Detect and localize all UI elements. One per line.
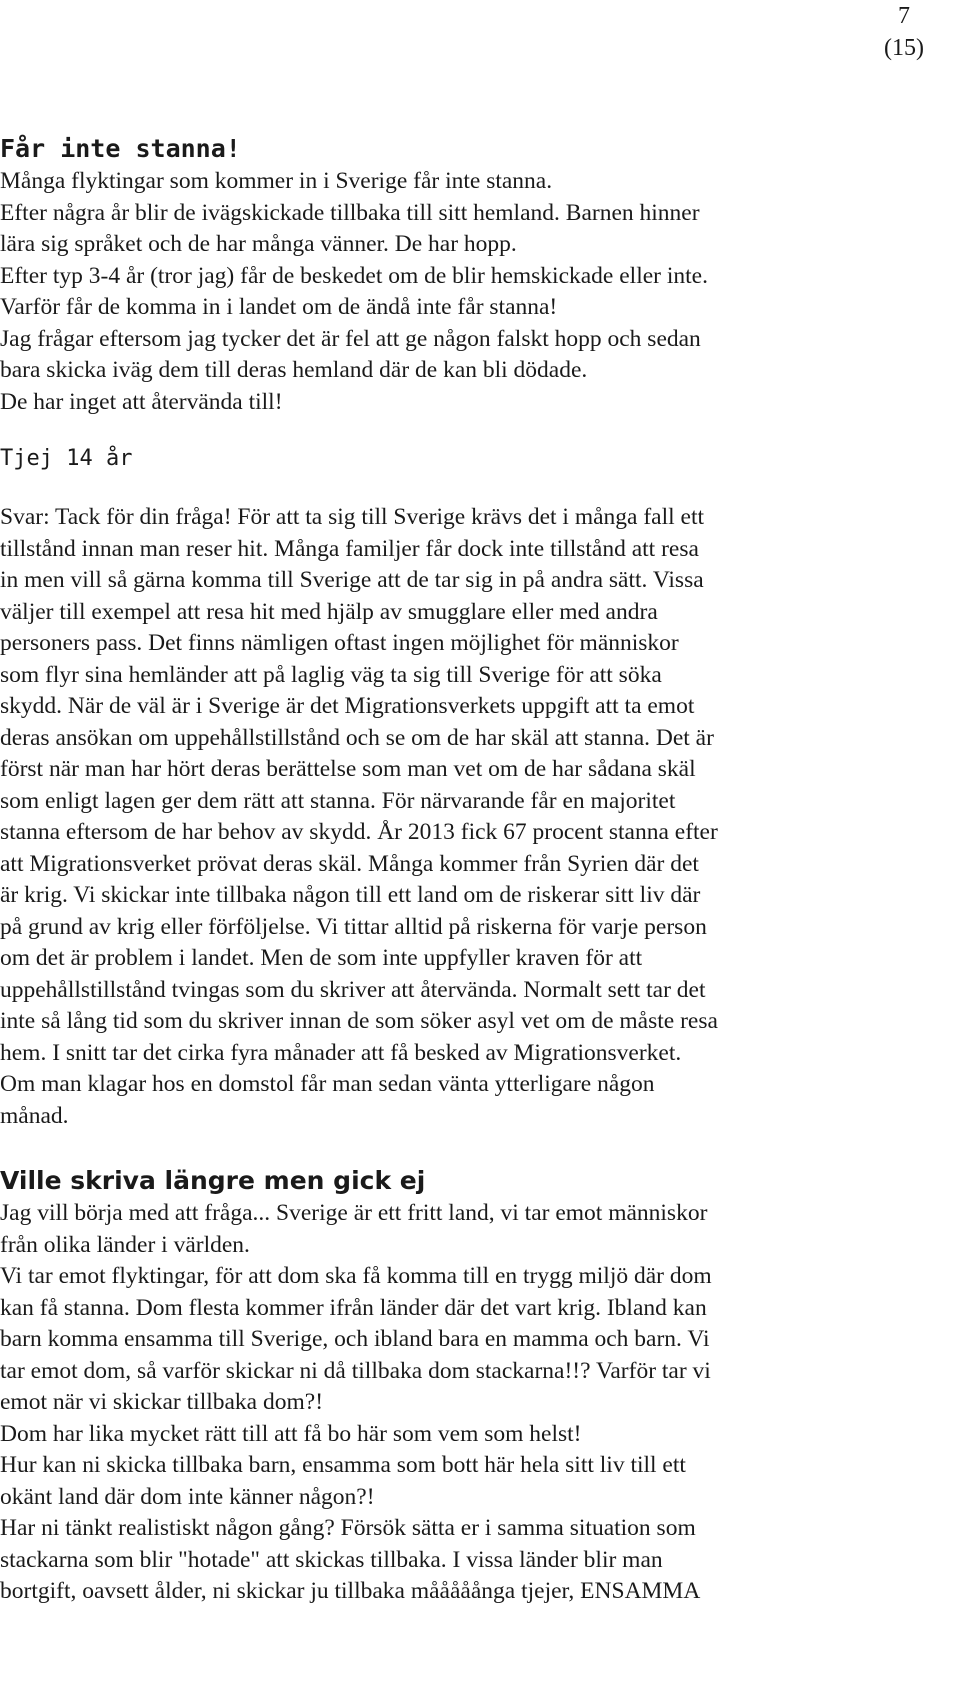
answer1-line: först när man har hört deras berättelse som man vet om de har sådana skäl xyxy=(0,756,696,782)
answer1-line: väljer till exempel att resa hit med hjälp av smugglare eller med andra xyxy=(0,598,658,625)
page-number-current: 7 xyxy=(898,3,910,29)
letter1-line: Efter några år blir de ivägskickade tillbaka till sitt hemland. Barnen hinner xyxy=(0,199,700,226)
letter2-line: okänt land där dom inte känner någon?! xyxy=(0,1483,375,1510)
letter2-heading: Ville skriva längre men gick ej xyxy=(0,1166,426,1195)
answer1-line: på grund av krig eller förföljelse. Vi tittar alltid på riskerna för varje person xyxy=(0,913,707,940)
answer1-line: att Migrationsverket prövat deras skäl. Många kommer från Syrien där det xyxy=(0,850,699,877)
letter2-line: stackarna som blir "hotade" att skickas tillbaka. I vissa länder blir man xyxy=(0,1546,663,1573)
letter2-line: från olika länder i världen. xyxy=(0,1231,250,1258)
letter1-line: Jag frågar eftersom jag tycker det är fel att ge någon falskt hopp och sedan xyxy=(0,325,701,352)
answer1-line: stanna eftersom de har behov av skydd. År 2013 fick 67 procent stanna efter xyxy=(0,819,718,845)
letter1-line: bara skicka iväg dem till deras hemland där de kan bli dödade. xyxy=(0,357,588,383)
answer1-line: in men vill så gärna komma till Sverige att de tar sig in på andra sätt. Vissa xyxy=(0,567,704,593)
answer1-line: som flyr sina hemländer att på laglig väg ta sig till Sverige för att söka xyxy=(0,661,662,688)
answer1-line: deras ansökan om uppehållstillstånd och se om de har skäl att stanna. Det är xyxy=(0,724,714,751)
letter2-line: Vi tar emot flyktingar, för att dom ska få komma till en trygg miljö där dom xyxy=(0,1263,712,1289)
letter2-line: barn komma ensamma till Sverige, och ibland bara en mamma och barn. Vi xyxy=(0,1326,710,1352)
answer1-line: Om man klagar hos en domstol får man sedan vänta ytterligare någon xyxy=(0,1071,655,1097)
letter1-line: De har inget att återvända till! xyxy=(0,388,283,415)
answer1-line: skydd. När de väl är i Sverige är det Migrationsverkets uppgift att ta emot xyxy=(0,693,695,719)
answer1-line: hem. I snitt tar det cirka fyra månader att få besked av Migrationsverket. xyxy=(0,1039,682,1066)
letter2-line: kan få stanna. Dom flesta kommer ifrån länder där det vart krig. Ibland kan xyxy=(0,1294,707,1321)
letter2-line: Har ni tänkt realistiskt någon gång? Försök sätta er i samma situation som xyxy=(0,1515,696,1541)
letter2-body xyxy=(0,1198,890,1608)
page-number-total: (15) xyxy=(884,35,924,61)
answer1-line: uppehållstillstånd tvingas som du skriver att återvända. Normalt sett tar det xyxy=(0,976,706,1003)
letter2-line: Hur kan ni skicka tillbaka barn, ensamma som bott här hela sitt liv till ett xyxy=(0,1452,686,1478)
letter1-line: Efter typ 3-4 år (tror jag) får de beskedet om de blir hemskickade eller inte. xyxy=(0,262,708,289)
answer1-line: personers pass. Det finns nämligen oftast ingen möjlighet för människor xyxy=(0,630,679,656)
letter2-line: bortgift, oavsett ålder, ni skickar ju tillbaka mååååånga tjejer, ENSAMMA xyxy=(0,1578,701,1604)
letter1-line: Varför får de komma in i landet om de ändå inte får stanna! xyxy=(0,294,558,320)
answer1-line: tillstånd innan man reser hit. Många familjer får dock inte tillstånd att resa xyxy=(0,535,699,562)
answer1-line: Svar: Tack för din fråga! För att ta sig till Sverige krävs det i många fall ett xyxy=(0,504,705,530)
answer1-line: som enligt lagen ger dem rätt att stanna. För närvarande får en majoritet xyxy=(0,787,676,814)
letter1-line: Många flyktingar som kommer in i Sverige får inte stanna. xyxy=(0,168,553,194)
letter1-body xyxy=(0,166,890,418)
letter1-signature: Tjej 14 år xyxy=(0,446,133,471)
letter2-line: Dom har lika mycket rätt till att få bo här som vem som helst! xyxy=(0,1420,582,1447)
document-body xyxy=(0,132,890,1608)
answer1-body xyxy=(0,502,890,1132)
answer1-line: inte så lång tid som du skriver innan de som söker asyl vet om de måste resa xyxy=(0,1008,718,1034)
letter2-line: Jag vill börja med att fråga... Sverige är ett fritt land, vi tar emot människor xyxy=(0,1200,708,1226)
letter2-line: emot när vi skickar tillbaka dom?! xyxy=(0,1389,324,1415)
letter1-heading: Får inte stanna! xyxy=(0,134,241,163)
letter2-line: tar emot dom, så varför skickar ni då tillbaka dom stackarna!!? Varför tar vi xyxy=(0,1357,711,1384)
answer1-line: om det är problem i landet. Men de som inte uppfyller kraven för att xyxy=(0,945,643,971)
answer1-line: månad. xyxy=(0,1102,69,1129)
page-number xyxy=(884,0,924,64)
letter1-line: lära sig språket och de har många vänner. De har hopp. xyxy=(0,231,517,257)
answer1-line: är krig. Vi skickar inte tillbaka någon till ett land om de riskerar sitt liv där xyxy=(0,882,701,908)
